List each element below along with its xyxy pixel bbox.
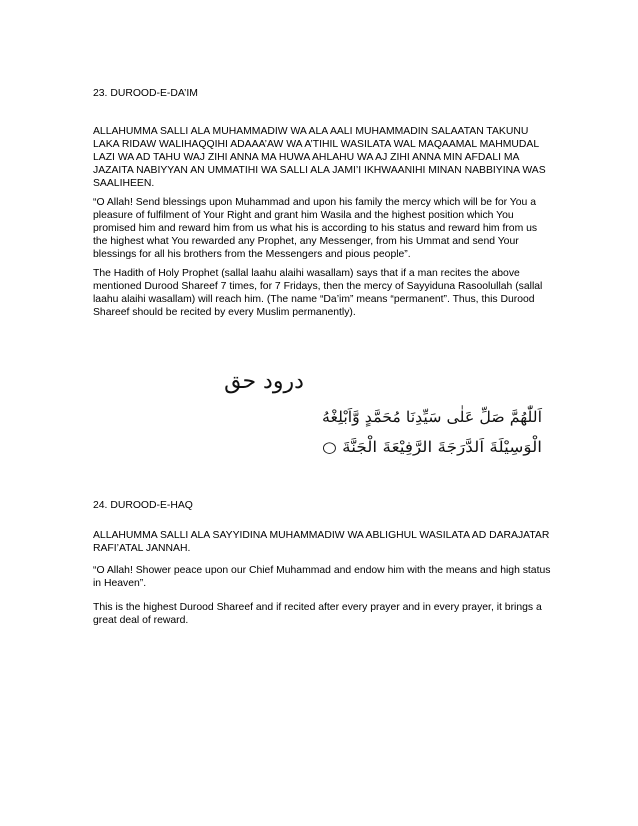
arabic-line-2: الْوَسِيْلَةَ اَلدَّرَجَةَ الرَّفِيْعَةَ الْجَنَّةَ ○ [322,438,517,456]
hadith-text: The Hadith of Holy Prophet (sallal laahu alaihi wasallam) says that if a man recites the above mentioned Durood Shareef 7 times, for 7 Fridays, then the mercy of Sayyiduna Rasoolullah (sallal laahu alaihi wasallam) will reach him. (The name “Da’im” means “permanent”. Thus, this Durood Shareef should be recited by every Muslim permanently). [93,268,543,318]
hadith-paragraph [93,267,553,319]
arabic-line-1: اَللّٰهُمَّ صَلِّ عَلٰى سَيِّدِنَا مُحَمَّدٍ وَّاَبْلِغْهُ [322,408,531,426]
arabic-title: درود حق [224,369,304,394]
heading-text: 24. DUROOD-E-HAQ [93,500,193,511]
translation-paragraph [93,564,553,590]
section-heading-durood-e-haq [93,499,553,512]
transliteration-text: ALLAHUMMA SALLI ALA MUHAMMADIW WA ALA AALI MUHAMMADIN SALAATAN TAKUNU LAKA RIDAW WALIHAQQIHI ADAAA’AW WA A’TIHIL WASILATA WAL MAQAAMAL MAHMUDAL LAZI WA AD TAHU WAJ ZIHI ANNA MA HUWA AHLAHU WA AJ ZIHI ANNA MIN AFDALI MA JAZAITA NABIYYAN AN UMMATIHI WA SALLI ALA JAMI’I IKHWAANIHI MINAN NABBIYINA WAS SAALIHEEN. [93,126,546,189]
arabic-calligraphy-image [96,360,531,460]
note-paragraph [93,601,553,627]
section-heading-durood-e-daim [93,87,553,100]
note-text: This is the highest Durood Shareef and if recited after every prayer and in every prayer, it brings a great deal of reward. [93,602,542,626]
heading-text: 23. DUROOD-E-DA’IM [93,88,198,99]
transliteration-paragraph [93,529,553,555]
transliteration-paragraph [93,125,553,190]
translation-paragraph [93,196,553,261]
transliteration-text: ALLAHUMMA SALLI ALA SAYYIDINA MUHAMMADIW WA ABLIGHUL WASILATA AD DARAJATAR RAFI’ATAL JANNAH. [93,530,550,554]
translation-text: “O Allah! Shower peace upon our Chief Muhammad and endow him with the means and high status in Heaven”. [93,565,551,589]
translation-text: “O Allah! Send blessings upon Muhammad and upon his family the mercy which will be for You a pleasure of fulfilment of Your Right and grant him Wasila and the highest position which You promised him and reward him from us what his is according to his status and reward him from us the highest what You rewarded any Prophet, any Messenger, from his Ummat and send Your blessings for all his brothers from the Messengers and pious people”. [93,197,538,260]
